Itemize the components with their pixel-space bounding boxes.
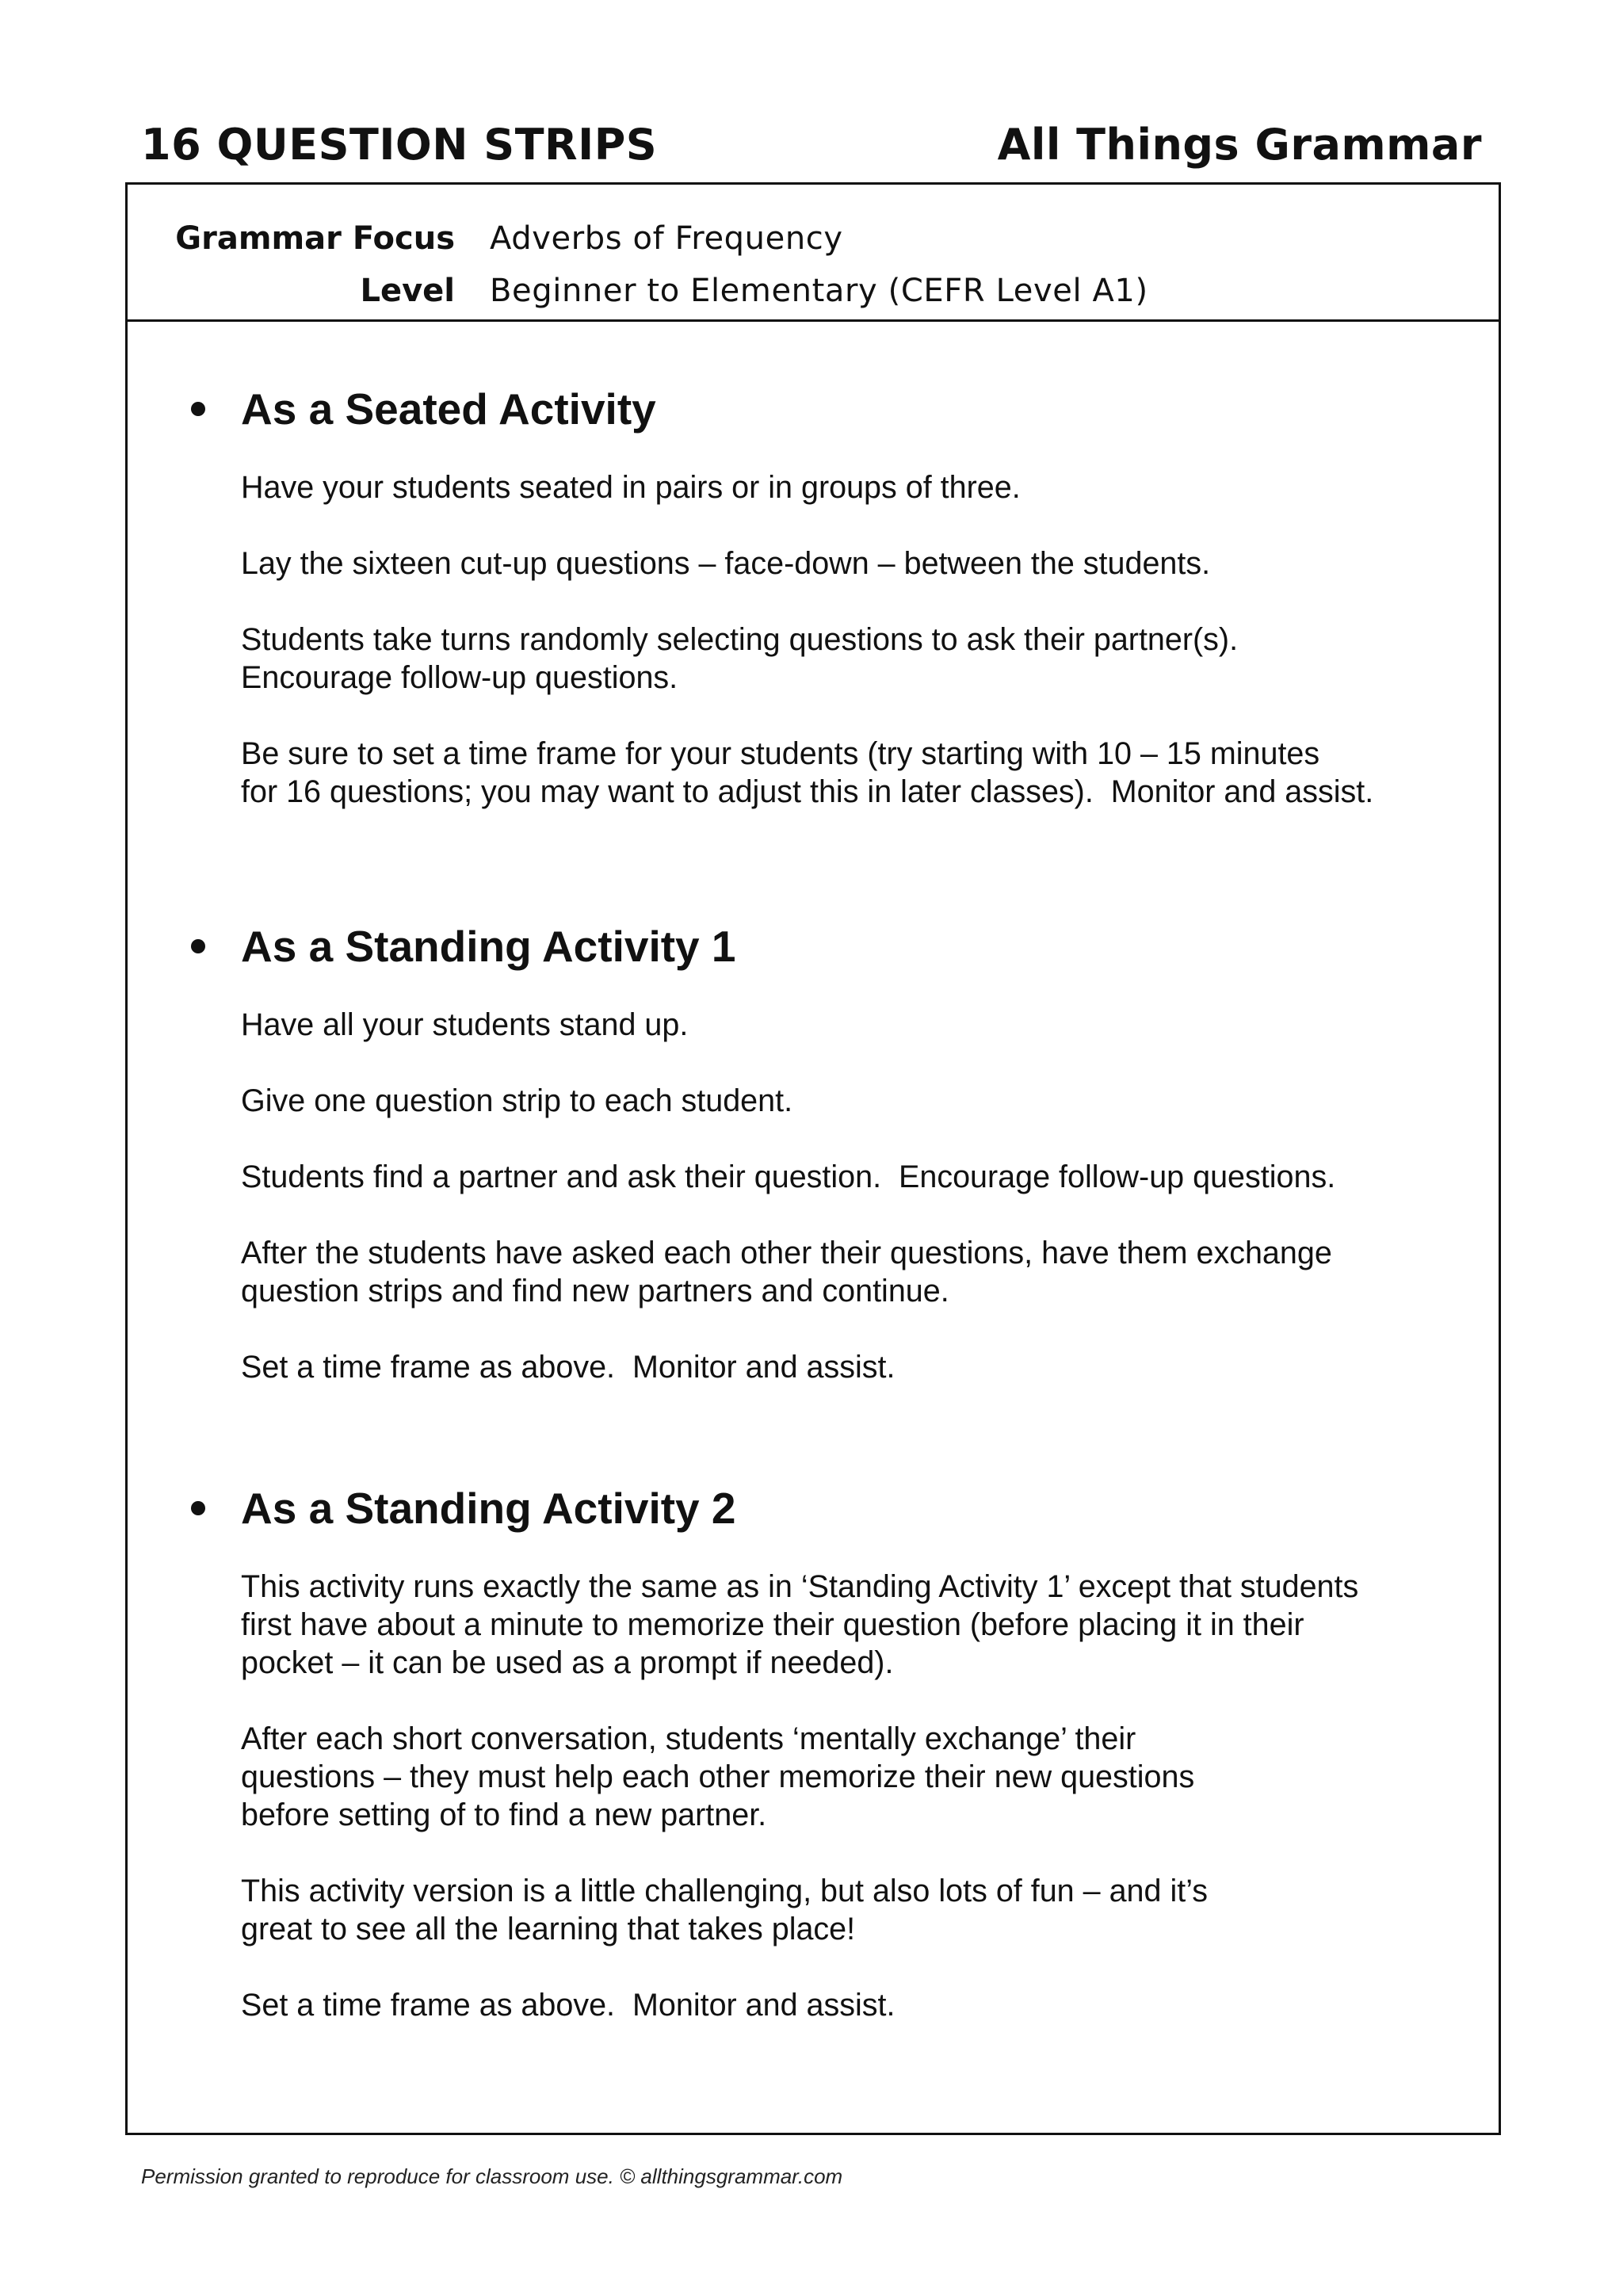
level-value: Beginner to Elementary (CEFR Level A1): [490, 273, 1148, 309]
level-label: Level: [360, 273, 455, 309]
copyright-footer: Permission granted to reproduce for classroom use. © allthingsgrammar.com: [141, 2164, 843, 2188]
page-header: [141, 117, 1482, 173]
paragraph: Students take turns randomly selecting questions to ask their partner(s). Encourage follow-up questions.: [241, 622, 1239, 695]
paragraph: Have all your students stand up.: [241, 1007, 689, 1042]
section-title: As a Standing Activity 1: [241, 922, 736, 971]
bullet-icon: [191, 402, 205, 416]
paragraph: Be sure to set a time frame for your students (try starting with 10 – 15 minutes for 16 questions; you may want to adjust this in later classes). Monitor and assist.: [241, 736, 1374, 809]
section-heading: [128, 383, 1499, 438]
grammar-focus-row: [128, 216, 1499, 261]
paragraph: This activity runs exactly the same as in ‘Standing Activity 1’ except that students first have about a minute to memorize their question (before placing it in their pocket – it can be used as a prompt if needed).: [241, 1569, 1359, 1680]
level-row: [128, 269, 1499, 313]
grammar-focus-label: Grammar Focus: [175, 220, 455, 257]
paragraph: Set a time frame as above. Monitor and assist.: [241, 1988, 896, 2023]
bullet-icon: [191, 939, 205, 953]
bullet-icon: [191, 1501, 205, 1515]
grammar-focus-value: Adverbs of Frequency: [490, 220, 843, 257]
paragraph: Give one question strip to each student.: [241, 1083, 793, 1118]
section-heading: [128, 920, 1499, 976]
content-frame: [125, 182, 1501, 2135]
section-heading: [128, 1482, 1499, 1538]
meta-box: [128, 185, 1499, 322]
paragraph: After each short conversation, students ‘mentally exchange’ their questions – they must help each other memorize their new questions before setting of to find a new partner.: [241, 1721, 1195, 1832]
paragraph: After the students have asked each other their questions, have them exchange question strips and find new partners and continue.: [241, 1236, 1332, 1308]
brand-title: All Things Grammar: [997, 120, 1482, 170]
paragraph: Lay the sixteen cut-up questions – face-down – between the students.: [241, 546, 1211, 581]
document-title: 16 QUESTION STRIPS: [141, 120, 658, 170]
section-title: As a Standing Activity 2: [241, 1484, 736, 1533]
paragraph: Students find a partner and ask their question. Encourage follow-up questions.: [241, 1159, 1336, 1194]
paragraph: Set a time frame as above. Monitor and assist.: [241, 1350, 896, 1385]
section-title: As a Seated Activity: [241, 384, 656, 434]
paragraph: Have your students seated in pairs or in groups of three.: [241, 470, 1021, 505]
paragraph: This activity version is a little challenging, but also lots of fun – and it’s great to see all the learning that takes place!: [241, 1874, 1209, 1946]
